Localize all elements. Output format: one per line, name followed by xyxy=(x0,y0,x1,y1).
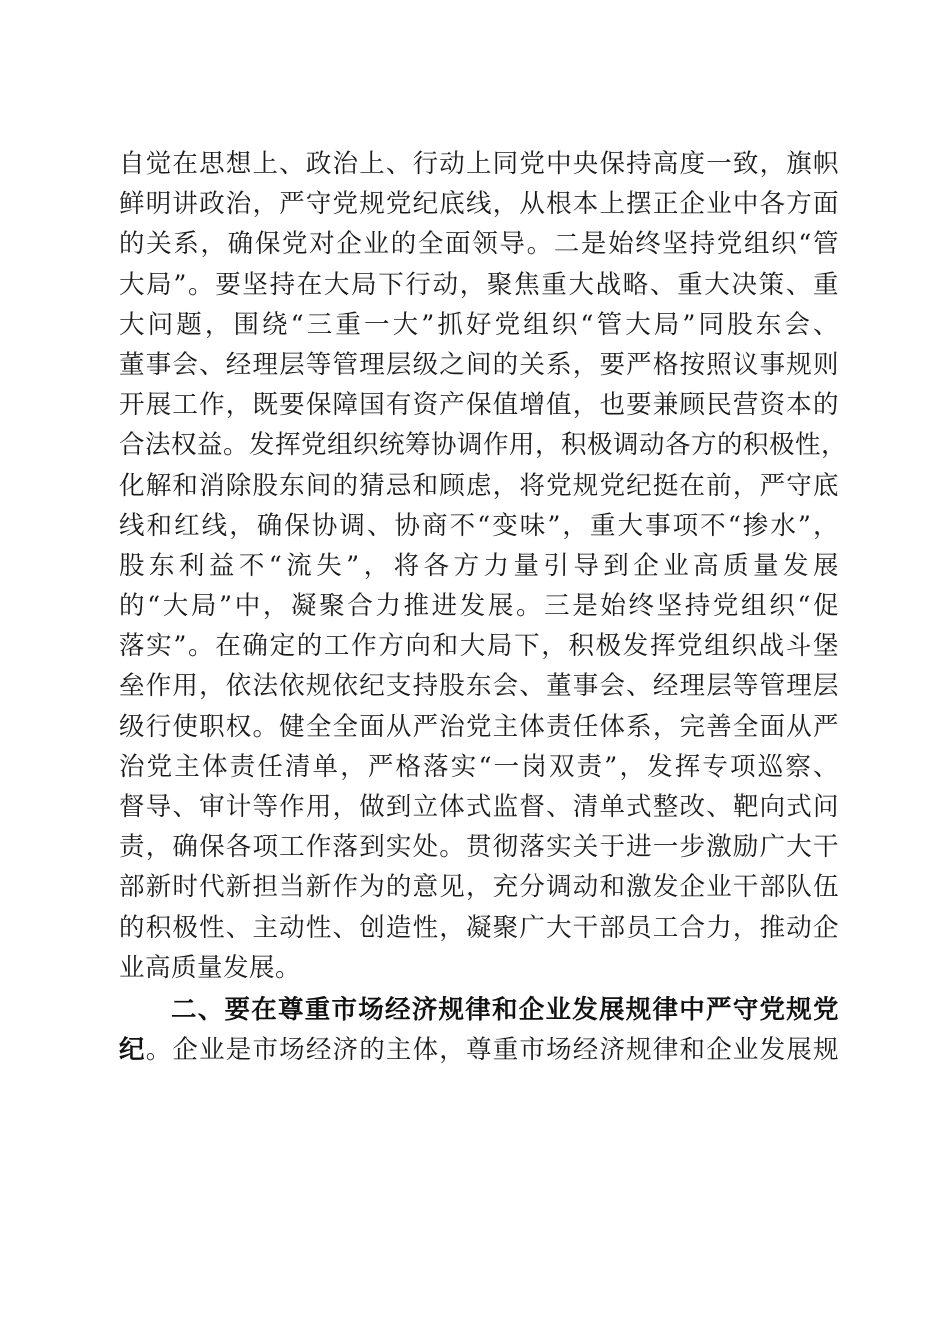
text-line: 线和红线，确保协调、协商不“变味”，重大事项不“掺水”， xyxy=(119,510,839,541)
text-line: 部新时代新担当新作为的意见，充分调动和激发企业干部队伍 xyxy=(119,872,839,903)
text-line: 大局”。要坚持在大局下行动，聚焦重大战略、重大决策、重 xyxy=(119,269,839,300)
section-heading: 二、要在尊重市场经济规律和企业发展规律中严守党规党 xyxy=(171,994,839,1025)
text-line: 落实”。在确定的工作方向和大局下，积极发挥党组织战斗堡 xyxy=(119,631,839,662)
text-line: 开展工作，既要保障国有资产保值增值，也要兼顾民营资本的 xyxy=(119,390,839,421)
text-line: 责，确保各项工作落到实处。贯彻落实关于进一步激励广大干 xyxy=(119,832,839,863)
text-line: 鲜明讲政治，严守党规党纪底线，从根本上摆正企业中各方面 xyxy=(119,189,839,220)
text-line: 自觉在思想上、政治上、行动上同党中央保持高度一致，旗帜 xyxy=(119,149,839,179)
text-line: 的积极性、主动性、创造性，凝聚广大干部员工合力，推动企 xyxy=(119,912,839,943)
text-line: 垒作用，依法依规依纪支持股东会、董事会、经理层等管理层 xyxy=(119,671,839,702)
text-line: 业高质量发展。 xyxy=(119,952,302,983)
text-line: 董事会、经理层等管理层级之间的关系，要严格按照议事规则 xyxy=(119,349,839,380)
body-text xyxy=(119,144,848,1070)
text-line: 治党主体责任清单，严格落实“一岗双责”，发挥专项巡察、 xyxy=(119,751,839,782)
text-line xyxy=(119,1030,839,1070)
text-line: 的关系，确保党对企业的全面领导。二是始终坚持党组织“管 xyxy=(119,229,839,260)
text-line: 股东利益不“流失”，将各方力量引导到企业高质量发展 xyxy=(119,550,839,581)
text-line: 的“大局”中，凝聚合力推进发展。三是始终坚持党组织“促 xyxy=(119,591,839,622)
section-body-start: 。企业是市场经济的主体，尊重市场经济规律和企业发展规 xyxy=(145,1035,839,1066)
section-heading-end: 纪 xyxy=(119,1035,146,1066)
text-line: 督导、审计等作用，做到立体式监督、清单式整改、靶向式问 xyxy=(119,792,839,822)
text-line: 化解和消除股东间的猜忌和顾虑，将党规党纪挺在前，严守底 xyxy=(119,470,839,501)
text-line: 大问题，围绕“三重一大”抓好党组织“管大局”同股东会、 xyxy=(119,309,839,340)
section-heading-line xyxy=(119,990,839,1030)
text-line: 合法权益。发挥党组织统筹协调作用，积极调动各方的积极性， xyxy=(119,430,848,461)
text-line: 级行使职权。健全全面从严治党主体责任体系，完善全面从严 xyxy=(119,711,839,742)
